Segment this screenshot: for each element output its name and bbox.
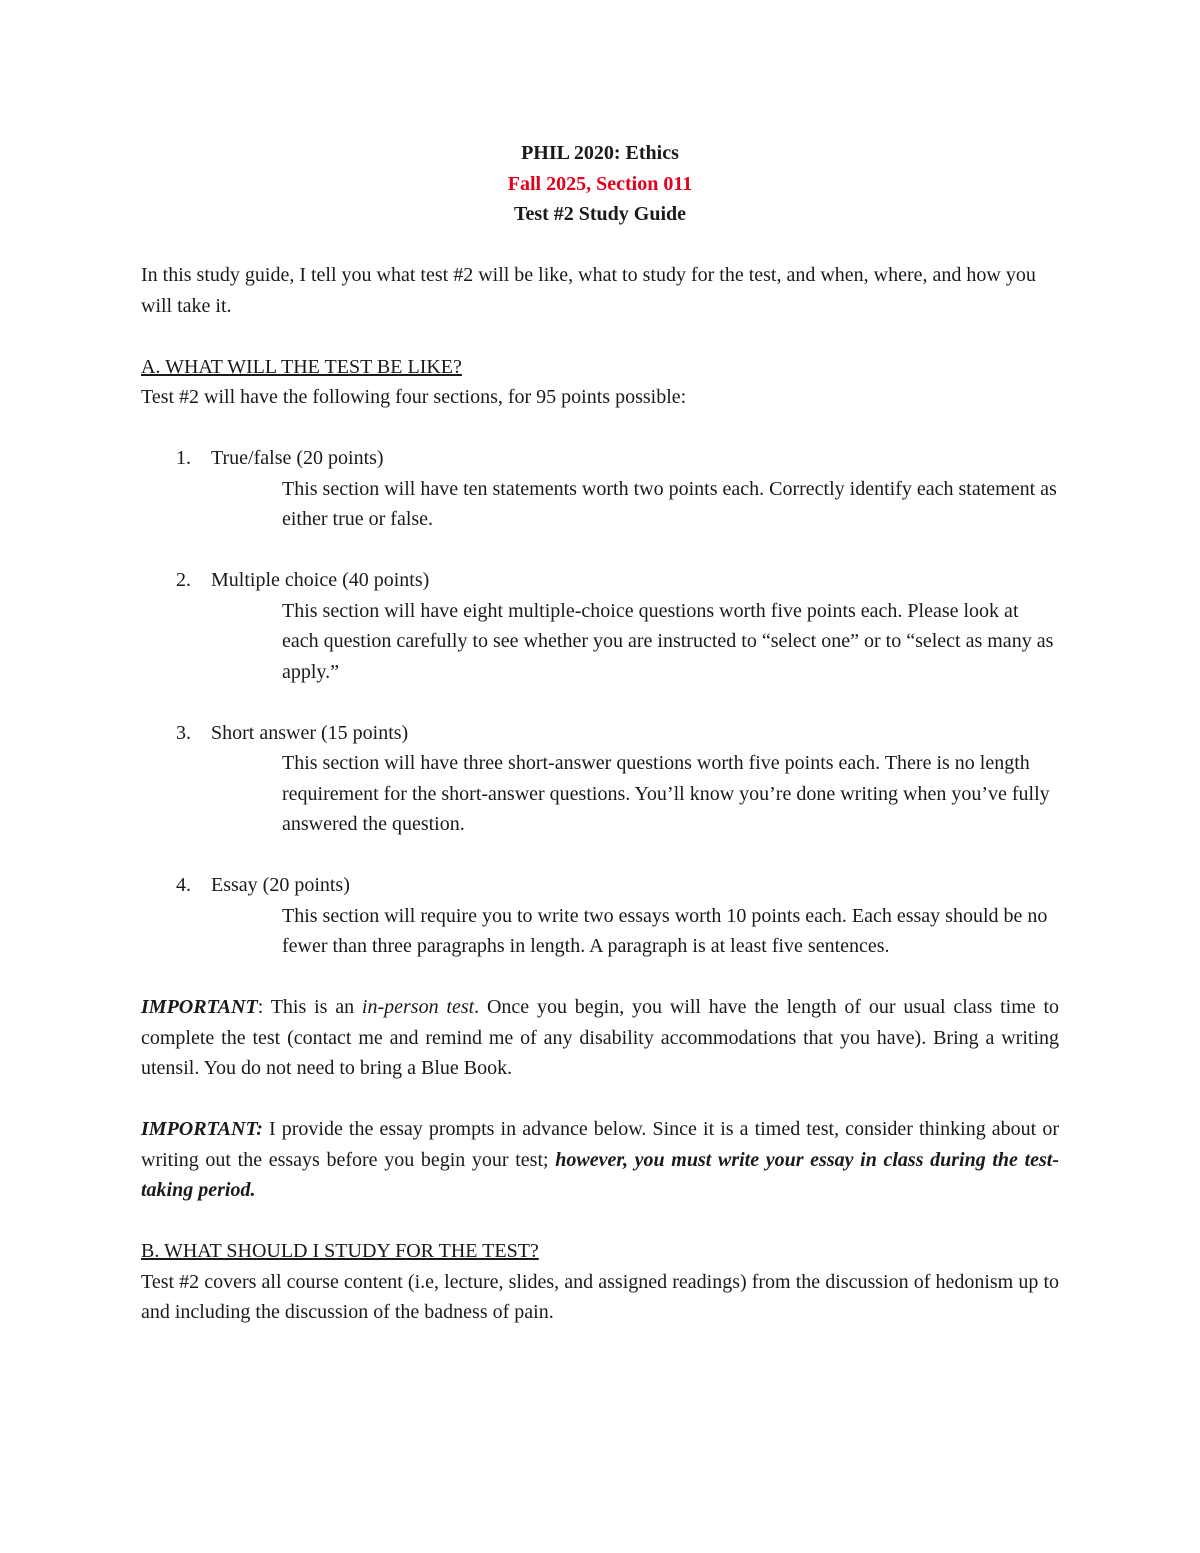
document-header — [141, 138, 1059, 230]
in-person-emphasis: in-person test — [361, 996, 475, 1018]
list-item — [141, 565, 1059, 687]
list-description: This section will require you to write two essays worth 10 points each. Each essay should be no fewer than three paragraphs in length. A paragraph is at least five sentences. — [282, 904, 1048, 957]
document-page — [141, 138, 1059, 1328]
section-b-text: Test #2 covers all course content (i.e, lecture, slides, and assigned readings) from the discussion of hedonism up to and including the discussion of the badness of pain. — [141, 1270, 1059, 1323]
list-number: 4. — [176, 874, 191, 896]
list-item — [141, 870, 1059, 962]
list-label: Multiple choice (40 points) — [211, 569, 430, 591]
list-item — [141, 443, 1059, 535]
list-number: 2. — [176, 569, 191, 591]
important-text: . Once you begin, you will have the length of our usual class time to complete the test (contact me and remind me of any disability accommodations that you have). Bring a writing utensil. You do not need to bring a Blue Book. — [141, 996, 1059, 1079]
list-number: 3. — [176, 721, 191, 744]
course-title: PHIL 2020: Ethics — [521, 142, 679, 164]
important-note-2 — [141, 1114, 1059, 1206]
important-text: I provide the essay prompts in advance below. Since it is a timed test, consider thinking about or writing out the essays before you begin your test; — [141, 1118, 1059, 1171]
list-number: 1. — [176, 447, 191, 469]
list-label: Essay (20 points) — [211, 874, 350, 896]
list-item — [141, 718, 1059, 840]
important-label: IMPORTANT: — [141, 1118, 263, 1140]
important-text: : This is an — [257, 996, 362, 1018]
section-a-lead: Test #2 will have the following four sections, for 95 points possible: — [141, 386, 687, 408]
section-b-heading: B. WHAT SHOULD I STUDY FOR THE TEST? — [141, 1240, 539, 1262]
important-label: IMPORTANT — [141, 996, 258, 1018]
list-label: True/false (20 points) — [211, 447, 384, 469]
essay-in-class-emphasis: however, you must write your essay in class during the test-taking period. — [141, 1148, 1060, 1201]
guide-title: Test #2 Study Guide — [513, 203, 687, 225]
list-label: Short answer (15 points) — [211, 721, 409, 744]
list-description: This section will have three short-answer questions worth five points each. There is no length requirement for the short-answer questions. You’ll know you’re done writing when you’ve fully answered the question. — [282, 752, 1050, 835]
term-section: Fall 2025, Section 011 — [507, 172, 693, 195]
section-a-heading: A. WHAT WILL THE TEST BE LIKE? — [141, 355, 462, 378]
important-note-1 — [141, 992, 1059, 1084]
intro-paragraph: In this study guide, I tell you what test #2 will be like, what to study for the test, and when, where, and how you will take it. — [141, 264, 1036, 317]
list-description: This section will have eight multiple-choice questions worth five points each. Please look at each question carefully to see whether you are instructed to “select one” or to “select as many as apply.” — [282, 599, 1054, 683]
list-description: This section will have ten statements worth two points each. Correctly identify each statement as either true or false. — [282, 477, 1057, 530]
